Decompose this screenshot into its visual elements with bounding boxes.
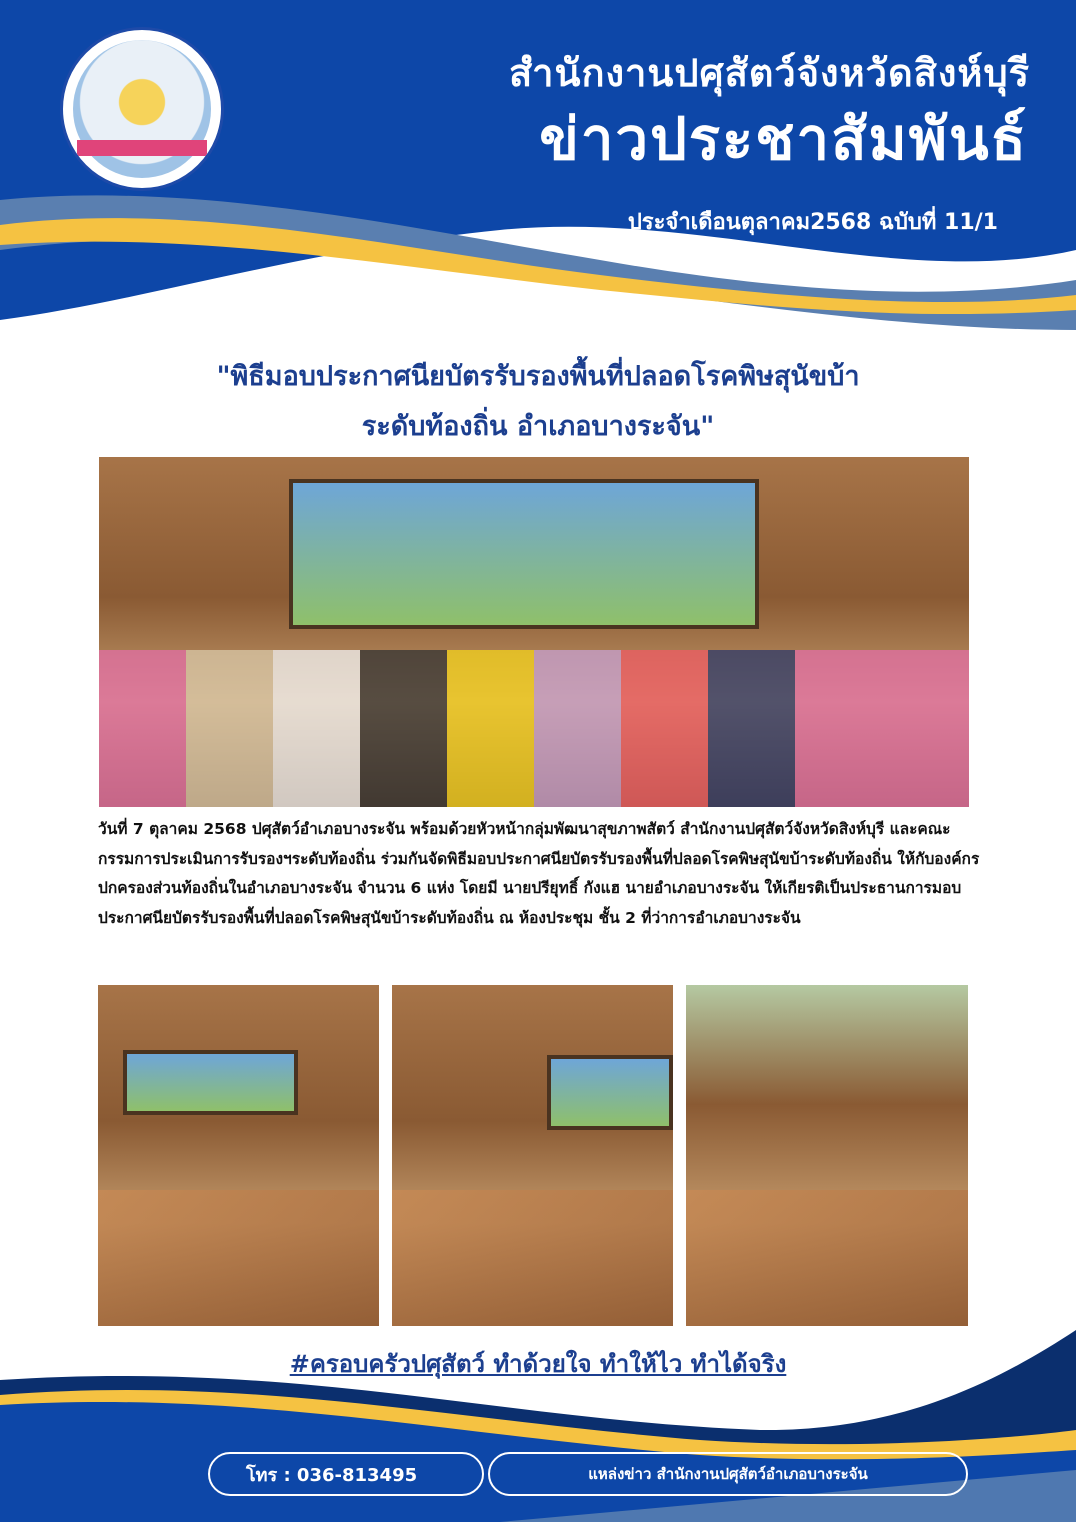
article-title-line-2: ระดับท้องถิ่น อำเภอบางระจัน" — [361, 411, 715, 442]
source-text: แหล่งข่าว สำนักงานปศุสัตว์อำเภอบางระจัน — [588, 1465, 868, 1483]
article-title — [60, 352, 1016, 452]
main-group-photo — [99, 457, 969, 807]
phone-text: โทร : 036-813495 — [246, 1464, 418, 1486]
meeting-photo-3 — [686, 985, 968, 1326]
newsletter-title: ข่าวประชาสัมพันธ์ — [539, 105, 1028, 173]
article-body: วันที่ 7 ตุลาคม 2568 ปศุสัตว์อำเภอบางระจัน พร้อมด้วยหัวหน้ากลุ่มพัฒนาสุขภาพสัตว์ สำนักงานปศุสัตว์จังหวัดสิงห์บุรี และคณะกรรมการประเมินการรับรองฯระดับท้องถิ่น ร่วมกันจัดพิธีมอบประกาศนียบัตรรับรองพื้นที่ปลอดโรคพิษสุนัขบ้าระดับท้องถิ่น ให้กับองค์กรปกครองส่วนท้องถิ่นในอำเภอบางระจัน จำนวน 6 แห่ง โดยมี นายปรียุทธิ์ กังแฮ นายอำเภอบางระจัน ให้เกียรติเป็นประธานการมอบประกาศนียบัตรรับรองพื้นที่ปลอดโรคพิษสุนัขบ้าระดับท้องถิ่น ณ ห้องประชุม ชั้น 2 ที่ว่าการอำเภอบางระจัน — [98, 820, 980, 927]
article-title-line-1: "พิธีมอบประกาศนียบัตรรับรองพื้นที่ปลอดโรคพิษสุนัขบ้า — [216, 361, 860, 392]
news-source — [488, 1452, 968, 1496]
organization-name: สำนักงานปศุสัตว์จังหวัดสิงห์บุรี — [508, 51, 1030, 95]
meeting-photo-2 — [392, 985, 673, 1326]
hashtag-slogan: #ครอบครัวปศุสัตว์ ทำด้วยใจ ทำให้ไว ทำได้จริง — [289, 1350, 787, 1378]
phone-contact — [208, 1452, 484, 1496]
meeting-photo-1 — [98, 985, 379, 1326]
issue-label: ประจำเดือนตุลาคม2568 ฉบับที่ 11/1 — [627, 210, 998, 235]
department-logo — [60, 27, 224, 191]
